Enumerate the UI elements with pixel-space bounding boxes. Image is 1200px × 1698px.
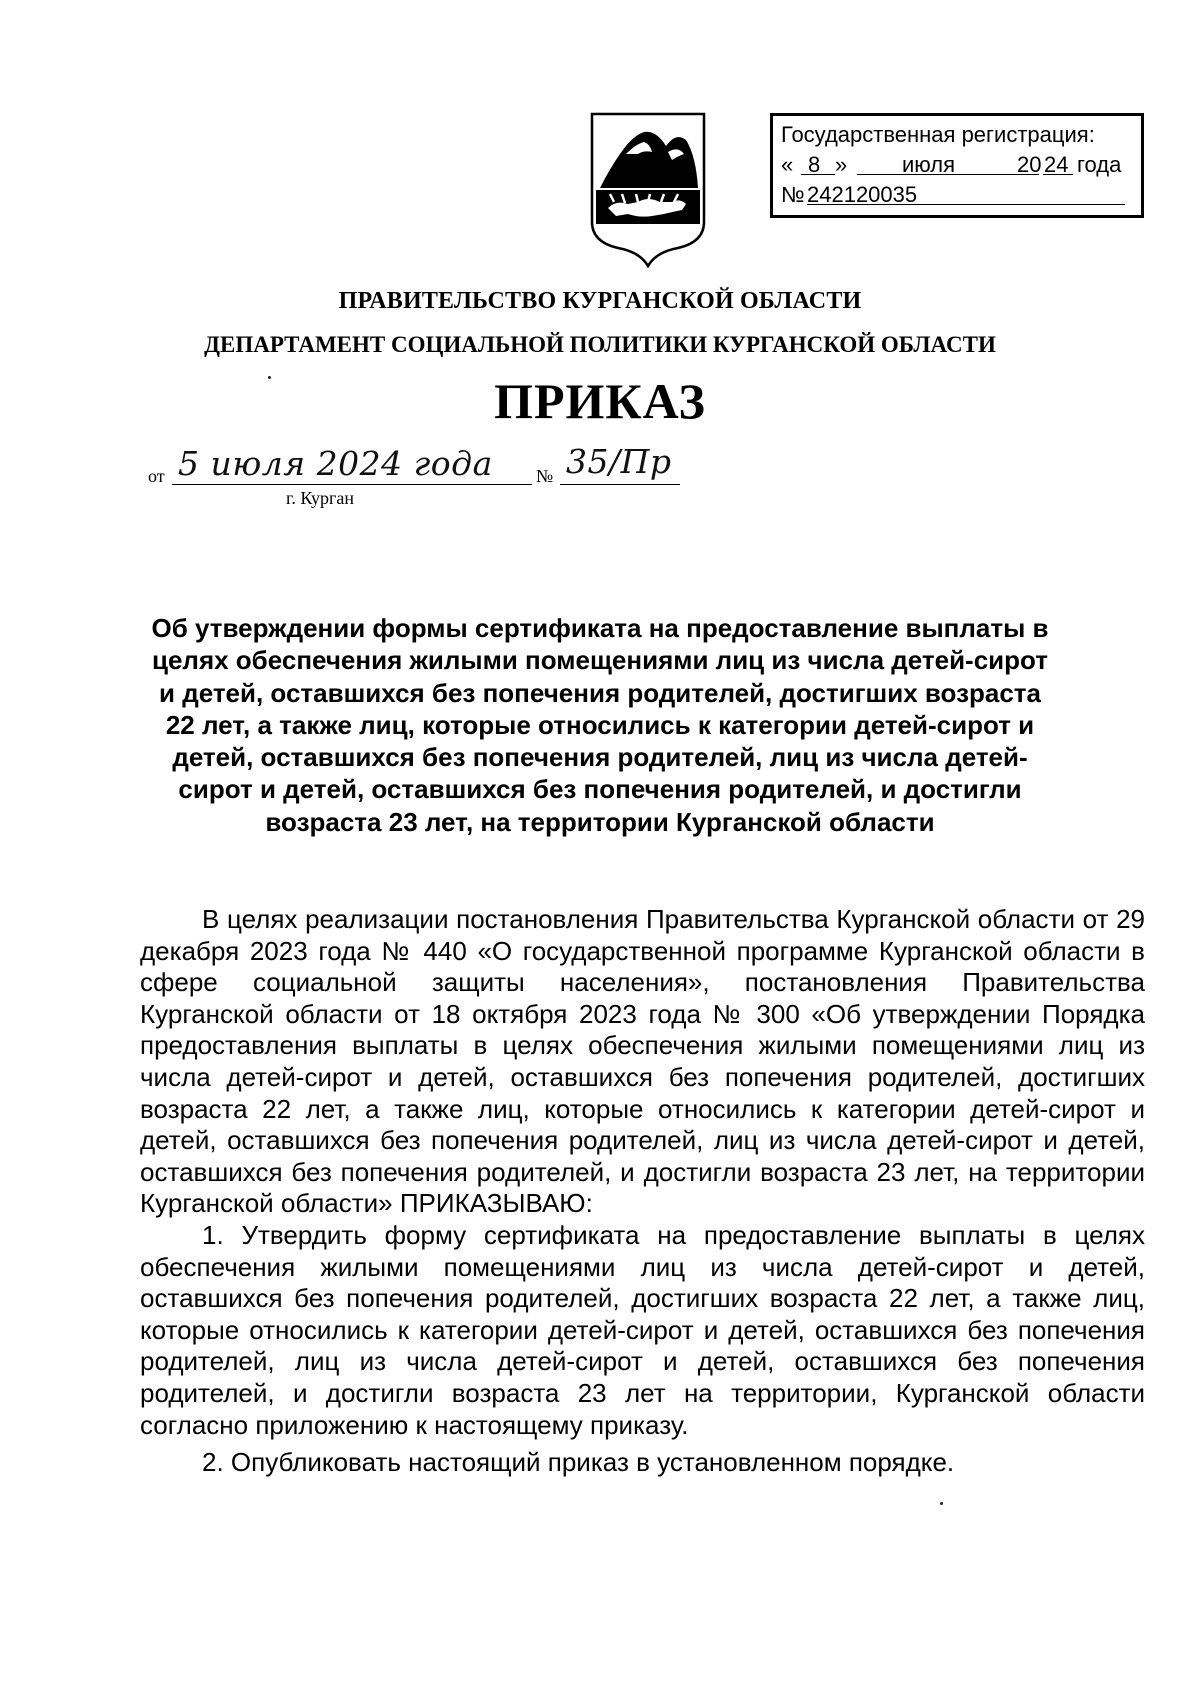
order-title: Об утверждении формы сертификата на предоставление выплаты в целях обеспечения жилыми помещениями лиц из числа детей-сирот и детей, оставшихся без попечения родителей, достигших возраста 22 лет, а также лиц, которые относились к категории детей-сирот и детей, оставшихся без попечения родителей, лиц из числа детей-сирот и детей, оставшихся без попечения родителей, и достигли возраста 23 лет, на территории Курганской области — [151, 613, 1049, 837]
order-body — [140, 904, 1145, 1479]
registration-year-suffix: 24 — [1044, 152, 1069, 177]
order-date-number-line — [148, 442, 748, 492]
item-2-paragraph: 2. Опубликовать настоящий приказ в установленном порядке. — [202, 1447, 955, 1478]
order-from-label: от — [148, 466, 165, 486]
registration-open-quote: « — [781, 152, 794, 177]
registration-number-label: № — [781, 182, 805, 207]
registration-year-prefix: 20 — [1017, 152, 1042, 177]
registration-number: 242120035 — [807, 182, 918, 207]
document-type-heading: ПРИКАЗ — [494, 373, 706, 429]
preamble-paragraph: В целях реализации постановления Правительства Курганской области от 29 декабря 2023 года № 440 «О государственной программе Курганской области в сфере социальной защиты населения», постановления Правительства Курганской области от 18 октября 2023 года № 300 «Об утверждении Порядка предоставления выплаты в целях обеспечения жилыми помещениями лиц из числа детей-сирот и детей, оставшихся без попечения родителей, достигших возраста 22 лет, а также лиц, которые относились к категории детей-сирот и детей, оставшихся без попечения родителей, лиц из числа детей-сирот и детей, оставшихся без попечения родителей, и достигли возраста 23 лет, на территории Курганской области» ПРИКАЗЫВАЮ: — [140, 904, 1145, 1219]
order-date-handwritten: 5 июля 2024 года — [178, 444, 493, 483]
registration-title: Государственная регистрация: — [781, 122, 1095, 147]
city-label: г. Курган — [286, 488, 355, 508]
registration-month: июля — [902, 152, 956, 177]
registration-date — [781, 150, 1141, 180]
registration-close-quote: » — [835, 152, 848, 177]
registration-year-word: года — [1077, 152, 1122, 177]
order-number-handwritten: 35/Пр — [566, 442, 672, 481]
registration-stamp — [770, 113, 1144, 218]
coat-of-arms-emblem — [586, 110, 710, 268]
government-heading: ПРАВИТЕЛЬСТВО КУРГАНСКОЙ ОБЛАСТИ — [338, 288, 862, 314]
item-1-paragraph: 1. Утвердить форму сертификата на предоставление выплаты в целях обеспечения жилыми помещениями лиц из числа детей-сирот и детей, оставшихся без попечения родителей, достигших возраста 22 лет, а также лиц, которые относились к категории детей-сирот и детей, оставшихся без попечения родителей, лиц из числа детей-сирот и детей, оставшихся без попечения родителей, и достигли возраста 23 лет на территории, Курганской области согласно приложению к настоящему приказу. — [140, 1219, 1145, 1440]
order-number-label: № — [536, 466, 554, 486]
department-heading: ДЕПАРТАМЕНТ СОЦИАЛЬНОЙ ПОЛИТИКИ КУРГАНСКОЙ ОБЛАСТИ — [204, 332, 996, 357]
scan-speck — [940, 1502, 943, 1505]
registration-number-line — [781, 180, 1141, 210]
scan-speck — [268, 376, 271, 379]
registration-day: 8 — [808, 152, 821, 177]
